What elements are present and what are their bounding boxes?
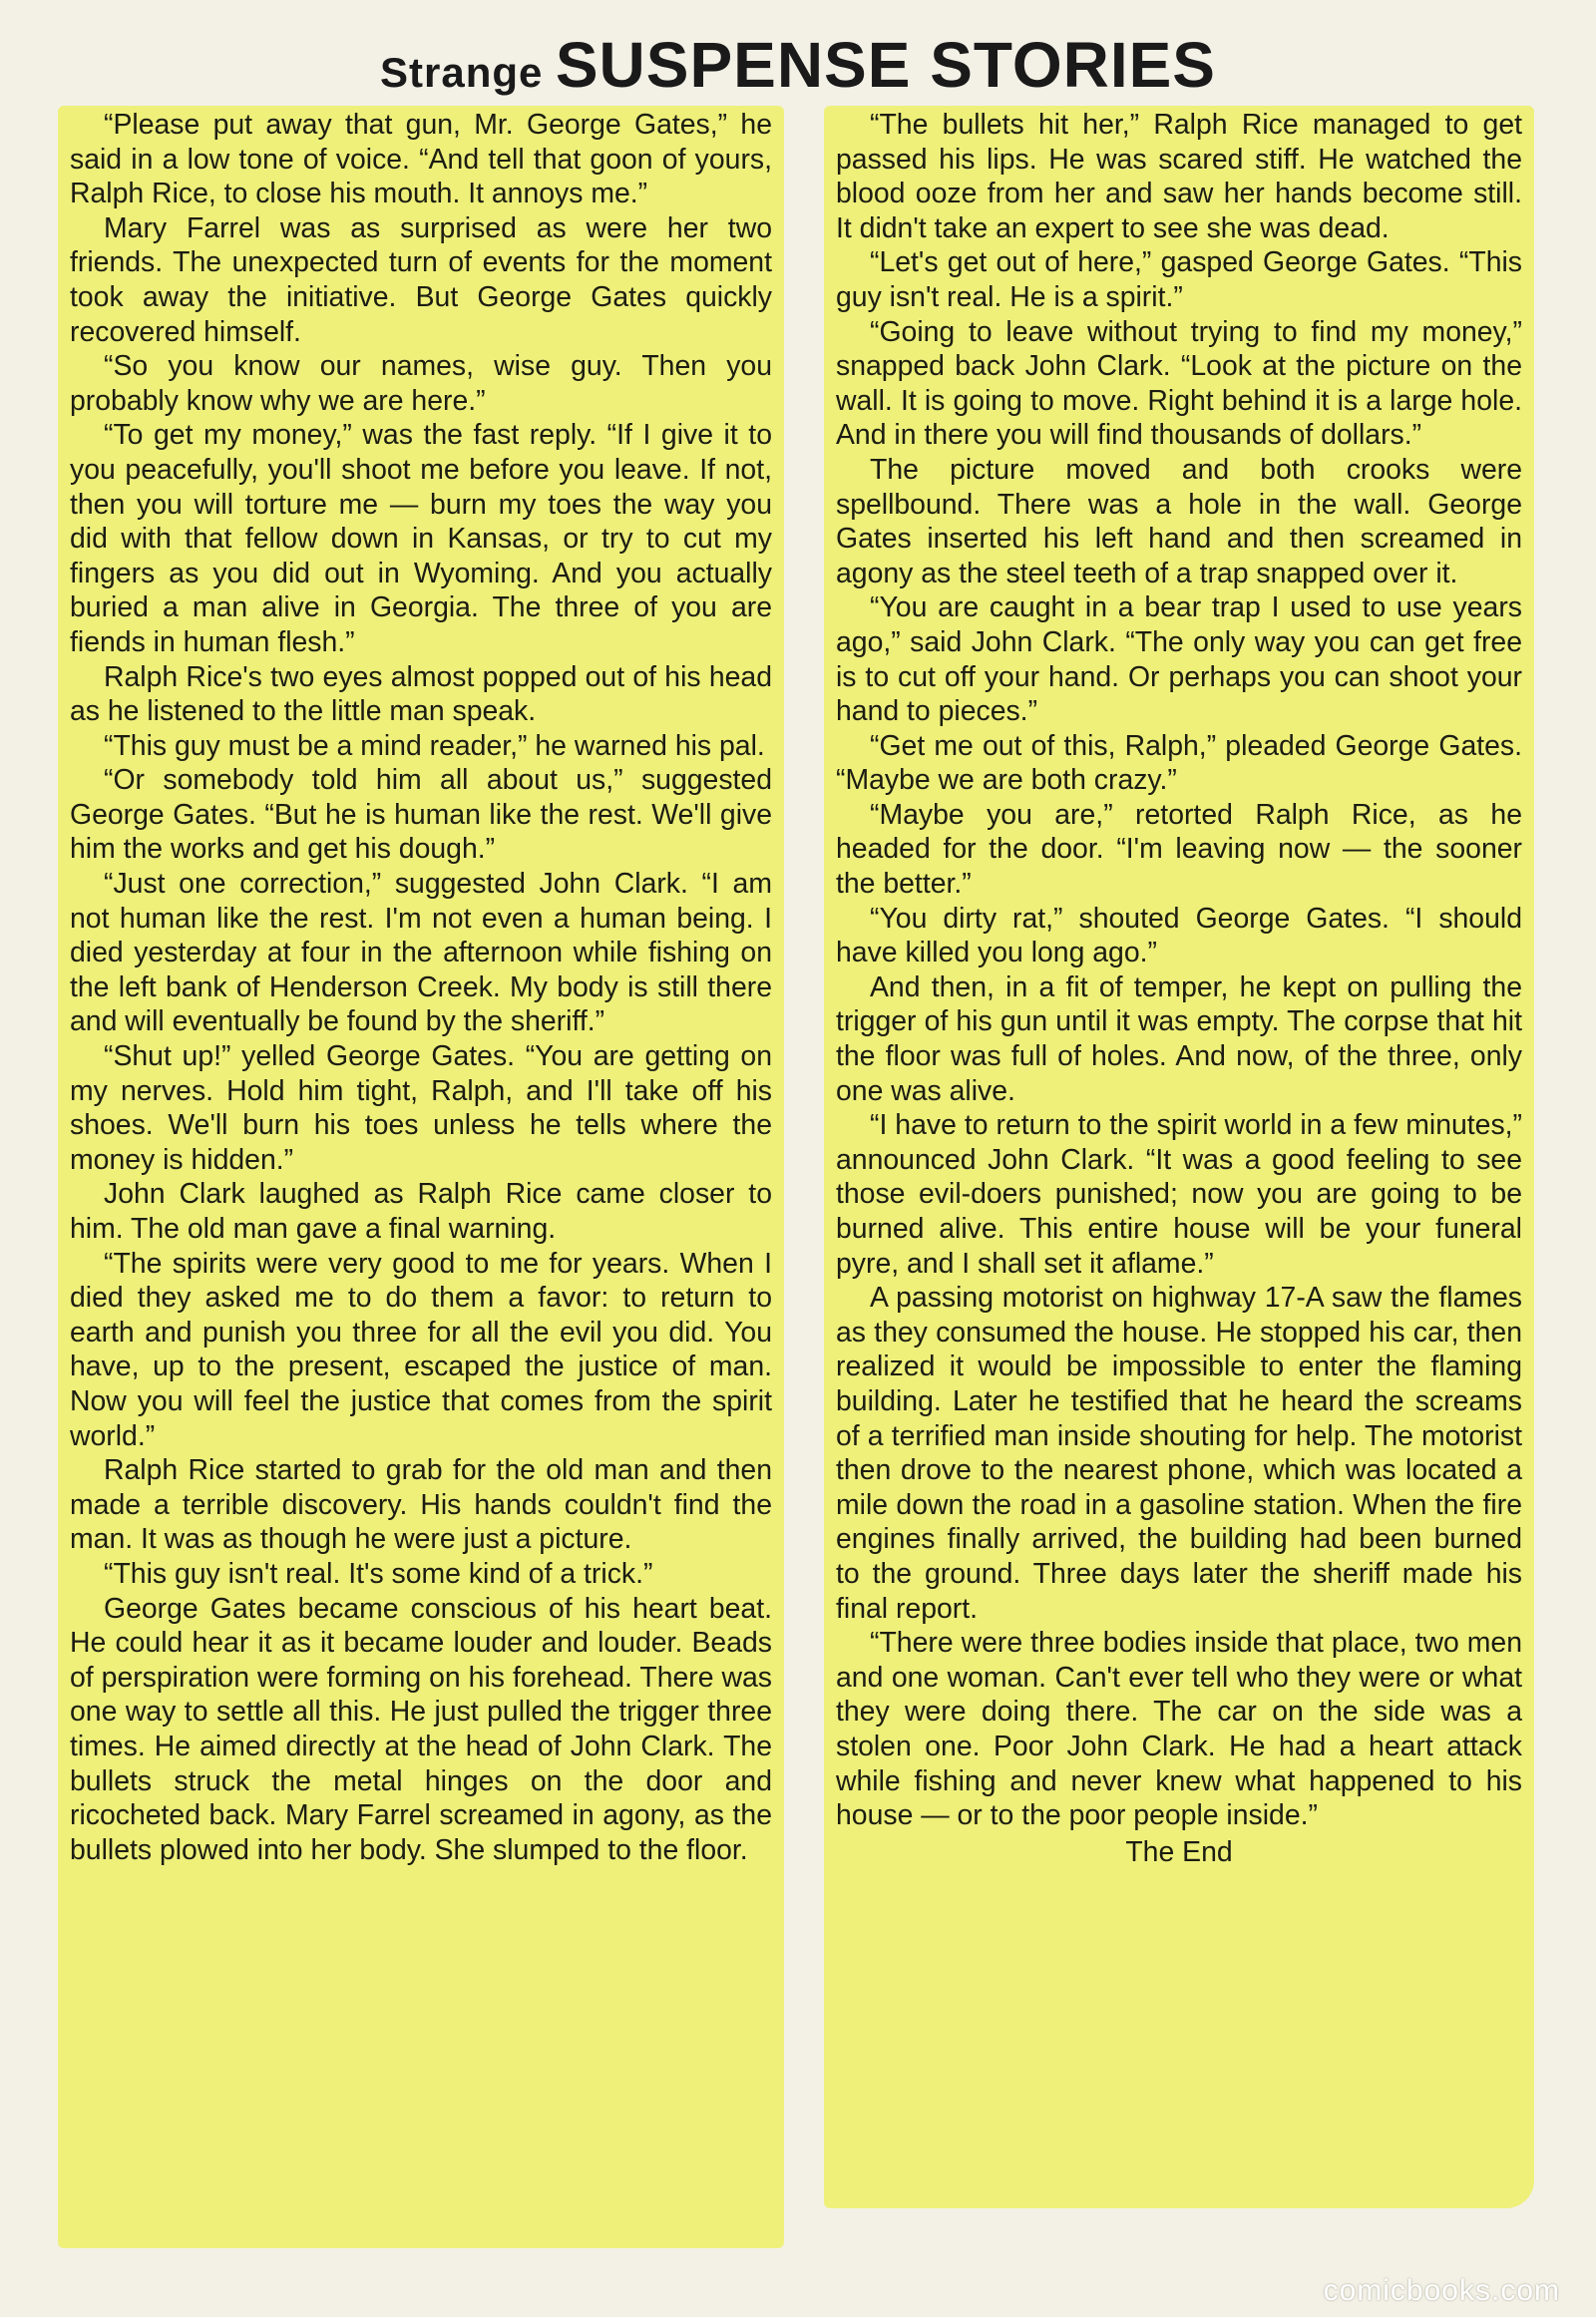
story-column-right: [824, 106, 1534, 2208]
paragraph: “To get my money,” was the fast reply. “If I give it to you peacefully, you'll shoot me before you leave. If not, then you will torture me — burn my toes the way you did with that fellow down in Kansas, or try to cut my fingers as you did out in Wyoming. And you actually buried a man alive in Georgia. The three of you are fiends in human flesh.”: [70, 419, 772, 658]
paragraph: “Please put away that gun, Mr. George Gates,” he said in a low tone of voice. “And tell that goon of yours, Ralph Rice, to close his mouth. It annoys me.”: [70, 109, 772, 210]
paragraph: George Gates became conscious of his heart beat. He could hear it as it became louder and louder. Beads of perspiration were forming on his forehead. There was one way to settle all this. He just pulled the trigger three times. He aimed directly at the head of John Clark. The bullets struck the metal hinges on the door and ricocheted back. Mary Farrel screamed in agony, as the bullets plowed into her body. She slumped to the floor.: [70, 1592, 772, 1866]
paragraph: Ralph Rice's two eyes almost popped out of his head as he listened to the little man speak.: [70, 660, 772, 728]
paragraph: “The bullets hit her,” Ralph Rice managed to get passed his lips. He was scared stiff. He watched the blood ooze from her and saw her hands become still. It didn't take an expert to see she was dead.: [836, 109, 1522, 244]
paragraph: “So you know our names, wise guy. Then you probably know why we are here.”: [70, 350, 772, 417]
paragraph: “Just one correction,” suggested John Clark. “I am not human like the rest. I'm not even a human being. I died yesterday at four in the afternoon while fishing on the left bank of Henderson Creek. My body is still there and will eventually be found by the sheriff.”: [70, 868, 772, 1038]
paragraph: “Or somebody told him all about us,” suggested George Gates. “But he is human like the rest. We'll give him the works and get his dough.”: [70, 764, 772, 866]
paragraph: “You are caught in a bear trap I used to use years ago,” said John Clark. “The only way you can get free is to cut off your hand. Or perhaps you can shoot your hand to pieces.”: [836, 591, 1522, 728]
paragraph: John Clark laughed as Ralph Rice came closer to him. The old man gave a final warning.: [70, 1178, 772, 1245]
paragraph: “You dirty rat,” shouted George Gates. “I should have killed you long ago.”: [836, 902, 1522, 969]
paragraph: “This guy must be a mind reader,” he warned his pal.: [104, 729, 765, 762]
title-strange: Strange: [380, 49, 544, 96]
paragraph: The picture moved and both crooks were spellbound. There was a hole in the wall. George Gates inserted his left hand and then screamed in agony as the steel teeth of a trap snapped over it.: [836, 453, 1522, 589]
paragraph: “Going to leave without trying to find my money,” snapped back John Clark. “Look at the picture on the wall. It is going to move. Right behind it is a large hole. And in there you will find thousands of dollars.”: [836, 315, 1522, 452]
paragraph: Ralph Rice started to grab for the old man and then made a terrible discovery. His hands couldn't find the man. It was as though he were just a picture.: [70, 1454, 772, 1556]
paragraph: “This guy isn't real. It's some kind of a trick.”: [104, 1557, 653, 1590]
story-column-left: [58, 106, 784, 2248]
paragraph: Mary Farrel was as surprised as were her two friends. The unexpected turn of events for the moment took away the initiative. But George Gates quickly recovered himself.: [70, 211, 772, 348]
paragraph: “There were three bodies inside that place, two men and one woman. Can't ever tell who they were or what they were doing there. The car on the side was a stolen one. Poor John Clark. He had a heart attack while fishing and never knew what happened to his house — or to the poor people inside.”: [836, 1627, 1522, 1832]
site-watermark: comicbooks.com: [1323, 2274, 1560, 2307]
paragraph: “Shut up!” yelled George Gates. “You are getting on my nerves. Hold him tight, Ralph, and I'll take off his shoes. We'll burn his toes unless he tells where the money is hidden.”: [70, 1040, 772, 1176]
paragraph: “Let's get out of here,” gasped George Gates. “This guy isn't real. He is a spirit.”: [836, 246, 1522, 313]
the-end-label: The End: [1125, 1835, 1233, 1868]
paragraph: “I have to return to the spirit world in a few minutes,” announced John Clark. “It was a good feeling to see those evil-doers punished; now you are going to be burned alive. This entire house will be your funeral pyre, and I shall set it aflame.”: [836, 1109, 1522, 1280]
paragraph: “Maybe you are,” retorted Ralph Rice, as he headed for the door. “I'm leaving now — the sooner the better.”: [836, 798, 1522, 901]
paragraph: And then, in a fit of temper, he kept on pulling the trigger of his gun until it was empty. The corpse that hit the floor was full of holes. And now, of the three, only one was alive.: [836, 970, 1522, 1107]
paragraph: A passing motorist on highway 17-A saw the flames as they consumed the house. He stopped his car, then realized it would be impossible to enter the flaming building. Later he testified that he heard the screams of a terrified man inside shouting for help. The motorist then drove to the nearest phone, which was located a mile down the road in a gasoline station. When the fire engines finally arrived, the building had been burned to the ground. Three days later the sheriff made his final report.: [836, 1282, 1522, 1625]
paragraph: “The spirits were very good to me for years. When I died they asked me to do them a favor: to return to earth and punish you three for all the evil you did. You have, up to the present, escaped the justice of man. Now you will feel the justice that comes from the spirit world.”: [70, 1247, 772, 1452]
title-suspense-stories: SUSPENSE STORIES: [555, 29, 1216, 101]
page-title: [0, 28, 1596, 102]
paragraph: “Get me out of this, Ralph,” pleaded George Gates. “Maybe we are both crazy.”: [836, 729, 1522, 797]
